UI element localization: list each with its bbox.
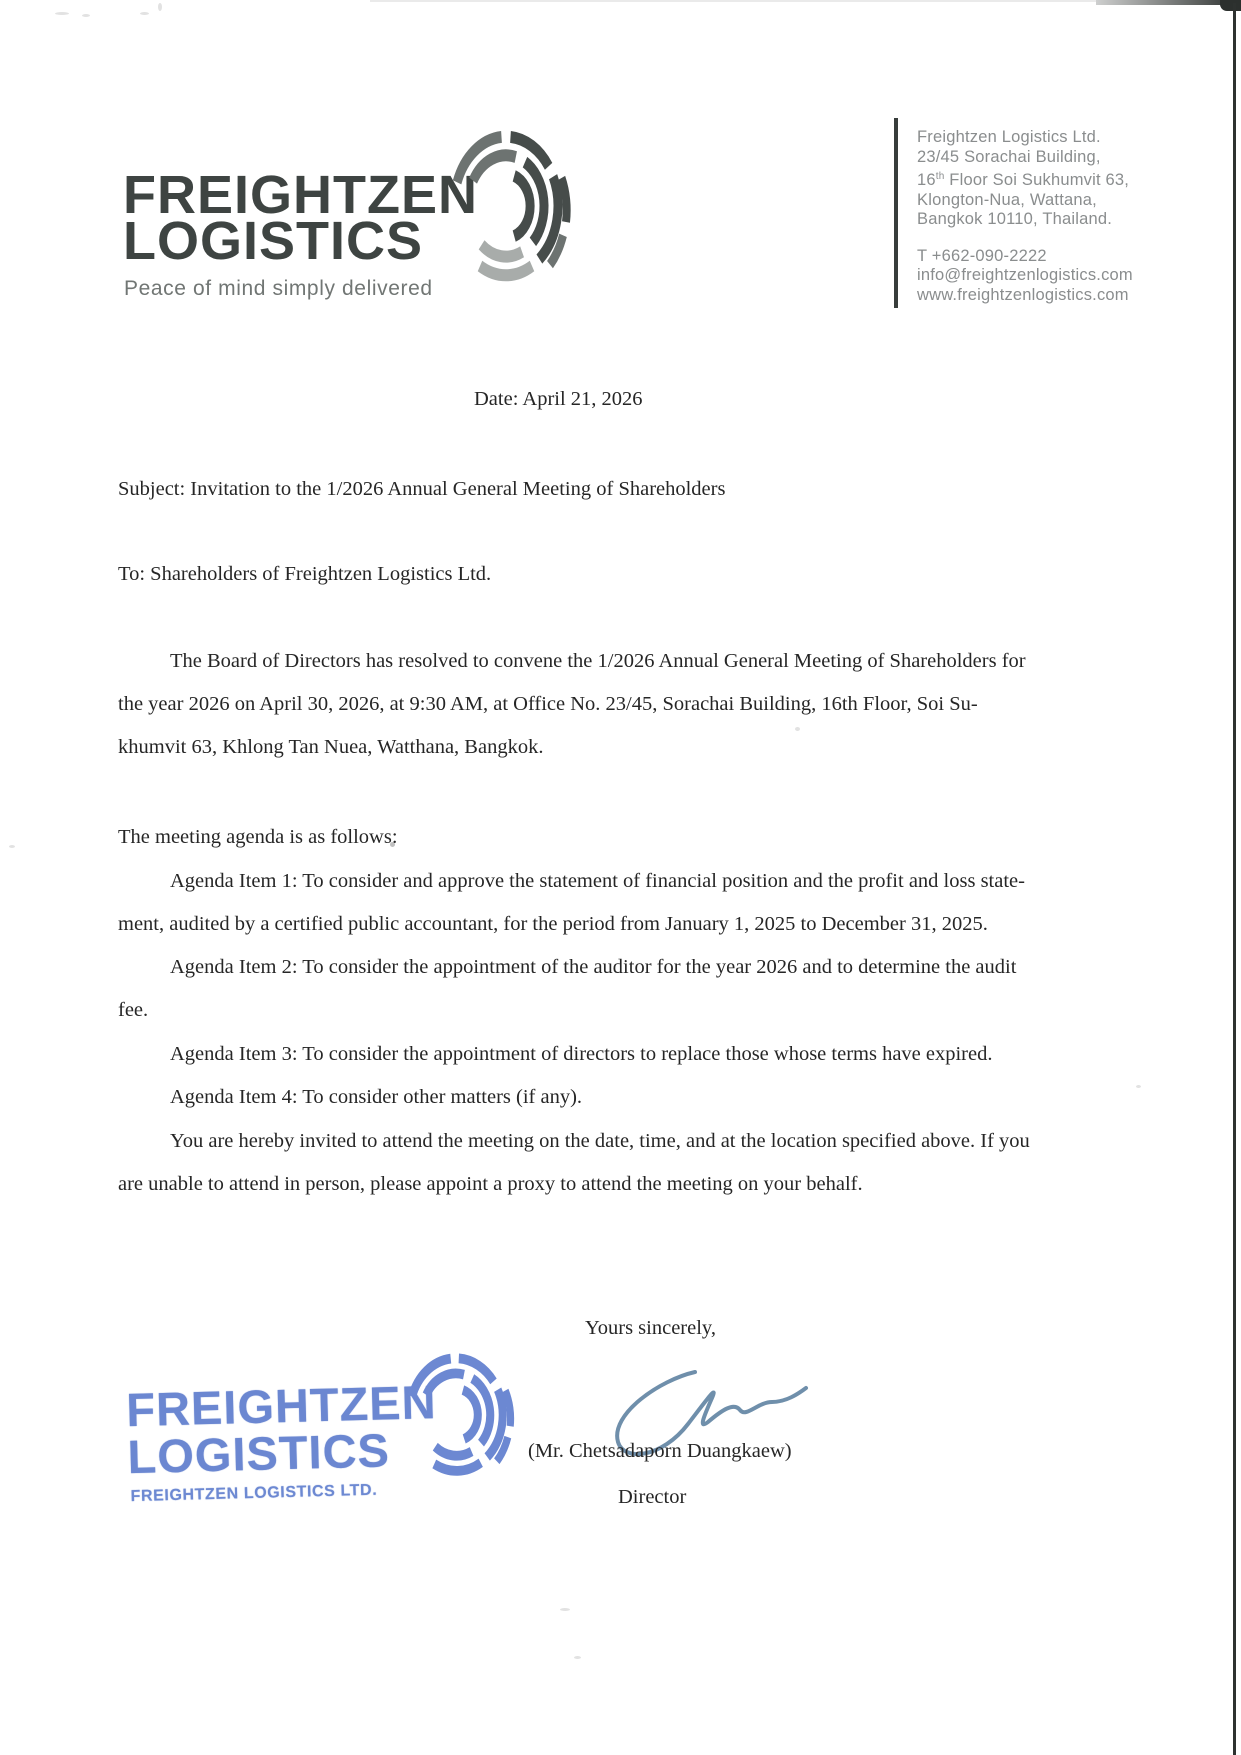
signer-title: Director	[618, 1486, 687, 1508]
subject-line: Subject: Invitation to the 1/2026 Annual General Meeting of Shareholders	[118, 478, 726, 500]
text-line: The Board of Directors has resolved to convene the 1/2026 Annual General Meeting of Shareholders for	[170, 650, 1026, 672]
agenda-item-2	[118, 946, 1178, 1032]
agenda-intro-line: The meeting agenda is as follows:	[118, 826, 398, 848]
paragraph-invitation	[118, 1120, 1178, 1206]
stamp-line-2: LOGISTICS	[126, 1423, 391, 1484]
text-line: fee.	[118, 999, 149, 1021]
agenda-item-4	[118, 1076, 1178, 1119]
logo-line-2: LOGISTICS	[123, 211, 424, 271]
scan-speck	[560, 1608, 570, 1611]
company-address-block	[917, 128, 1217, 305]
address-company: Freightzen Logistics Ltd.	[917, 128, 1101, 146]
company-stamp	[123, 1340, 607, 1523]
address-floor-ordinal: th	[935, 171, 945, 182]
text-line: the year 2026 on April 30, 2026, at 9:30 AM, at Office No. 23/45, Sorachai Building, 16th Floor, Soi Su-	[118, 693, 978, 715]
phone-number: T +662-090-2222	[917, 246, 1047, 265]
signoff-line: Yours sincerely,	[585, 1317, 716, 1339]
agenda-item-3	[118, 1033, 1178, 1076]
website-url: www.freightzenlogistics.com	[917, 285, 1129, 304]
logo-line-1: FREIGHTZEN	[123, 165, 478, 225]
scan-speck	[82, 14, 90, 17]
address-divider-bar	[894, 118, 898, 308]
stamp-line-1: FREIGHTZEN	[125, 1375, 438, 1437]
logo-arcs-icon	[446, 126, 578, 286]
email-address: info@freightzenlogistics.com	[917, 266, 1133, 284]
address-line: 23/45 Sorachai Building,	[917, 147, 1101, 166]
scan-speck	[158, 3, 162, 11]
text-line: Agenda Item 2: To consider the appointment of the auditor for the year 2026 and to determine the audit	[170, 956, 1017, 978]
address-floor-rest: Floor Soi Sukhumvit 63,	[944, 171, 1130, 189]
agenda-item-1	[118, 860, 1178, 946]
scan-edge-top-faint	[370, 0, 1096, 2]
company-logo-wordmark	[123, 165, 478, 271]
scan-edge-corner	[1220, 0, 1241, 11]
stamp-wordmark	[125, 1375, 439, 1484]
text-line: You are hereby invited to attend the meeting on the date, time, and at the location specified above. If you	[170, 1130, 1030, 1152]
text-line: Agenda Item 1: To consider and approve the statement of financial position and the profit and loss state-	[170, 870, 1025, 892]
stamp-company-name: FREIGHTZEN LOGISTICS LTD.	[130, 1481, 378, 1506]
address-floor-number: 16	[917, 171, 936, 189]
scan-edge-right	[1233, 3, 1236, 1755]
signer-name: (Mr. Chetsadaporn Duangkaew)	[528, 1440, 792, 1462]
date-line: Date: April 21, 2026	[474, 388, 643, 410]
scan-speck	[9, 845, 15, 848]
paragraph-board-resolution	[118, 640, 1178, 769]
text-line: are unable to attend in person, please appoint a proxy to attend the meeting on your behalf.	[118, 1173, 863, 1195]
address-gap	[917, 230, 1217, 247]
text-line: khumvit 63, Khlong Tan Nuea, Watthana, Bangkok.	[118, 736, 544, 758]
scan-speck	[55, 12, 69, 15]
stamp-arcs-icon	[401, 1348, 522, 1481]
address-line: Klongton-Nua, Wattana,	[917, 190, 1097, 209]
scan-speck	[574, 1656, 581, 1659]
scan-speck	[140, 12, 149, 15]
text-line: ment, audited by a certified public accountant, for the period from January 1, 2025 to December 31, 2025.	[118, 913, 988, 935]
address-line: Bangkok 10110, Thailand.	[917, 210, 1113, 228]
to-line: To: Shareholders of Freightzen Logistics Ltd.	[118, 563, 492, 585]
text-line: Agenda Item 3: To consider the appointment of directors to replace those whose terms have expired.	[170, 1043, 993, 1065]
address-line	[917, 167, 1217, 191]
logo-tagline: Peace of mind simply delivered	[124, 277, 433, 300]
text-line: Agenda Item 4: To consider other matters (if any).	[170, 1086, 583, 1108]
